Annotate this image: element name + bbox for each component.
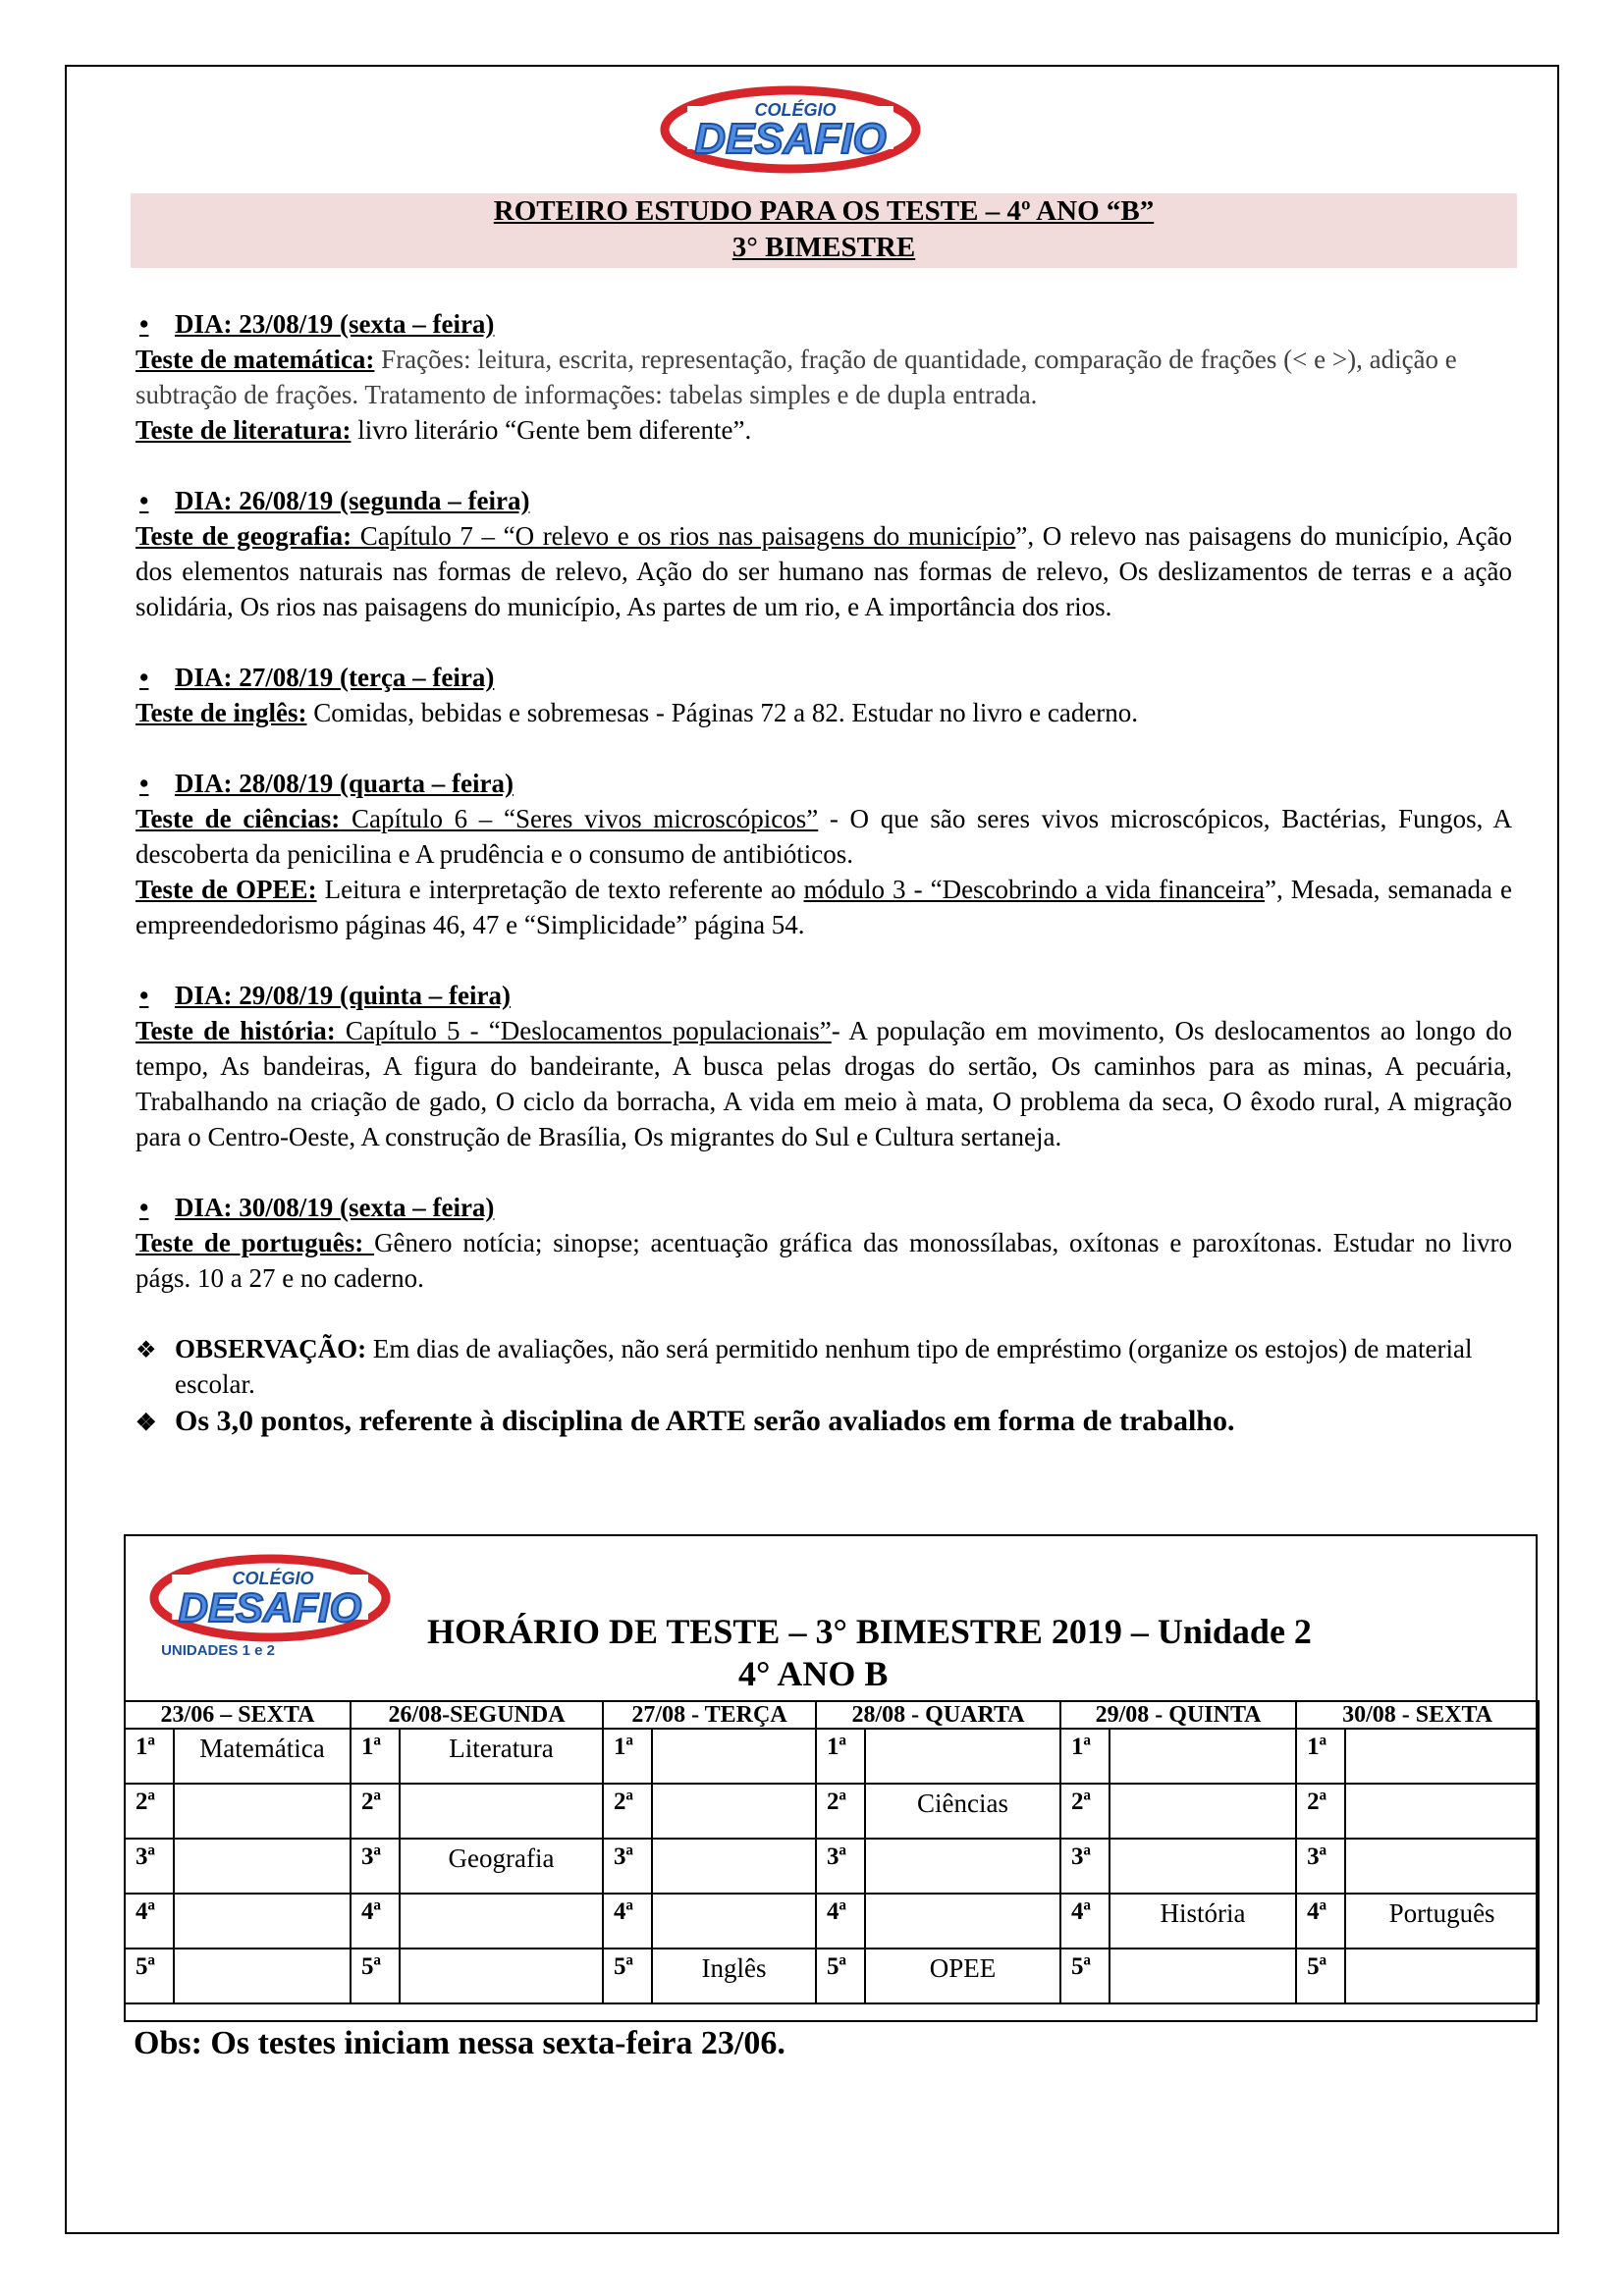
period-ordinal: 3ª	[1296, 1839, 1345, 1894]
subject-cell: Inglês	[652, 1949, 816, 2003]
desafio-logo-icon	[658, 79, 923, 177]
test-item: Teste de geografia: Capítulo 7 – “O relevo e os rios nas paisagens do município”, O relevo nas paisagens do município, Ação dos elementos naturais nas formas de relevo, Ação do ser humano nas formas de relevo, Os deslizamentos de terras e a ação solidária, Os rios nas paisagens do município, As partes de um rio, e A importância dos rios.	[135, 521, 1512, 621]
bullet-icon: •	[139, 486, 149, 515]
bullet-icon: •	[139, 769, 149, 798]
subject-cell	[174, 1839, 351, 1894]
test-item: Teste de literatura: livro literário “Gente bem diferente”.	[135, 415, 752, 445]
column-header: 23/06 – SEXTA	[125, 1701, 351, 1729]
subject-cell	[652, 1729, 816, 1784]
day-heading: • DIA: 26/08/19 (segunda – feira)	[135, 483, 1512, 518]
schedule-row	[125, 1949, 1539, 2003]
test-item: Teste de ciências: Capítulo 6 – “Seres vivos microscópicos” - O que são seres vivos microscópicos, Bactérias, Fungos, A descoberta da penicilina e A prudência e o consumo de antibióticos.	[135, 804, 1513, 869]
period-ordinal: 3ª	[351, 1839, 400, 1894]
period-ordinal: 5ª	[1296, 1949, 1345, 2003]
day-heading: • DIA: 28/08/19 (quarta – feira)	[135, 766, 1512, 801]
subject-cell	[1345, 1949, 1539, 2003]
logo-units-text: UNIDADES 1 e 2	[161, 1642, 275, 1659]
day-block	[135, 483, 1512, 624]
subject-cell: OPEE	[865, 1949, 1060, 2003]
schedule-subtitle: 4° ANO B	[738, 1654, 889, 1693]
period-ordinal: 5ª	[1060, 1949, 1110, 2003]
subject-cell	[1345, 1839, 1539, 1894]
period-ordinal: 1ª	[816, 1729, 865, 1784]
period-ordinal: 1ª	[1060, 1729, 1110, 1784]
title-band	[131, 193, 1517, 268]
period-ordinal: 3ª	[603, 1839, 652, 1894]
period-ordinal: 2ª	[816, 1784, 865, 1839]
subject-cell	[1110, 1949, 1296, 2003]
schedule-row	[125, 1894, 1539, 1949]
school-logo-units	[147, 1549, 393, 1667]
period-ordinal: 3ª	[1060, 1839, 1110, 1894]
schedule-row	[125, 1839, 1539, 1894]
subject-cell	[400, 1784, 603, 1839]
period-ordinal: 4ª	[603, 1894, 652, 1949]
school-logo	[658, 79, 923, 177]
test-item: Teste de matemática: Frações: leitura, escrita, representação, fração de quantidade, comparação de frações (< e >), adição e subtração de frações. Tratamento de informações: tabelas simples e de dupla entrada.	[135, 345, 1457, 409]
logo-top-text: COLÉGIO	[232, 1569, 314, 1588]
day-heading: • DIA: 27/08/19 (terça – feira)	[135, 660, 1512, 695]
day-heading: • DIA: 23/08/19 (sexta – feira)	[135, 306, 1512, 342]
period-ordinal: 2ª	[1296, 1784, 1345, 1839]
schedule-title: HORÁRIO DE TESTE – 3° BIMESTRE 2019 – Unidade 2	[427, 1612, 1312, 1651]
diamond-bullet-icon: ❖	[135, 1411, 157, 1436]
period-ordinal: 2ª	[125, 1784, 174, 1839]
schedule-table	[124, 1700, 1540, 2004]
period-ordinal: 2ª	[1060, 1784, 1110, 1839]
diamond-bullet-icon: ❖	[135, 1338, 157, 1363]
day-heading: • DIA: 30/08/19 (sexta – feira)	[135, 1190, 1512, 1225]
page-title: ROTEIRO ESTUDO PARA OS TESTE – 4º ANO “B”	[493, 195, 1155, 227]
period-ordinal: 1ª	[125, 1729, 174, 1784]
subject-cell	[400, 1894, 603, 1949]
day-block	[135, 660, 1512, 730]
subject-cell	[865, 1839, 1060, 1894]
bullet-icon: •	[139, 309, 149, 339]
day-block	[135, 766, 1512, 942]
page-subtitle: 3° BIMESTRE	[731, 232, 916, 263]
period-ordinal: 1ª	[603, 1729, 652, 1784]
period-ordinal: 2ª	[603, 1784, 652, 1839]
period-ordinal: 5ª	[816, 1949, 865, 2003]
subject-cell: Matemática	[174, 1729, 351, 1784]
subject-cell: Ciências	[865, 1784, 1060, 1839]
period-ordinal: 4ª	[125, 1894, 174, 1949]
period-ordinal: 3ª	[816, 1839, 865, 1894]
bullet-icon: •	[139, 981, 149, 1010]
schedule-note: Obs: Os testes iniciam nessa sexta-feira 23/06.	[134, 2025, 785, 2061]
period-ordinal: 5ª	[351, 1949, 400, 2003]
subject-cell	[1345, 1729, 1539, 1784]
test-item: Teste de OPEE: Leitura e interpretação de texto referente ao módulo 3 - “Descobrindo a vida financeira”, Mesada, semanada e empreendedorismo páginas 46, 47 e “Simplicidade” página 54.	[135, 875, 1512, 939]
column-header: 27/08 - TERÇA	[603, 1701, 816, 1729]
subject-cell	[1110, 1839, 1296, 1894]
observation	[135, 1331, 1512, 1441]
period-ordinal: 5ª	[125, 1949, 174, 2003]
subject-cell	[400, 1949, 603, 2003]
subject-cell	[652, 1784, 816, 1839]
study-guide	[135, 306, 1512, 1441]
subject-cell: Geografia	[400, 1839, 603, 1894]
column-header: 30/08 - SEXTA	[1296, 1701, 1539, 1729]
day-block	[135, 306, 1512, 448]
subject-cell	[1110, 1784, 1296, 1839]
subject-cell: História	[1110, 1894, 1296, 1949]
schedule-row	[125, 1729, 1539, 1784]
period-ordinal: 2ª	[351, 1784, 400, 1839]
period-ordinal: 1ª	[1296, 1729, 1345, 1784]
subject-cell	[1345, 1784, 1539, 1839]
column-header: 28/08 - QUARTA	[816, 1701, 1060, 1729]
subject-cell	[652, 1894, 816, 1949]
subject-cell	[865, 1729, 1060, 1784]
logo-main-text: DESAFIO	[694, 115, 887, 163]
subject-cell: Literatura	[400, 1729, 603, 1784]
period-ordinal: 4ª	[1296, 1894, 1345, 1949]
schedule-header-row	[125, 1701, 1539, 1729]
column-header: 26/08-SEGUNDA	[351, 1701, 603, 1729]
day-block	[135, 978, 1512, 1154]
subject-cell	[174, 1894, 351, 1949]
day-block	[135, 1190, 1512, 1296]
arte-note: ❖ Os 3,0 pontos, referente à disciplina de ARTE serão avaliados em forma de trabalho.	[135, 1404, 1512, 1441]
period-ordinal: 5ª	[603, 1949, 652, 2003]
observation-note: ❖ OBSERVAÇÃO: Em dias de avaliações, não será permitido nenhum tipo de empréstimo (organize os estojos) de material escolar.	[135, 1334, 1473, 1399]
desafio-logo-icon	[147, 1549, 393, 1667]
subject-cell	[652, 1839, 816, 1894]
subject-cell: Português	[1345, 1894, 1539, 1949]
test-item: Teste de português: Gênero notícia; sinopse; acentuação gráfica das monossílabas, oxítonas e paroxítonas. Estudar no livro págs. 10 a 27 e no caderno.	[135, 1228, 1512, 1293]
bullet-icon: •	[139, 663, 149, 692]
column-header: 29/08 - QUINTA	[1060, 1701, 1296, 1729]
subject-cell	[1110, 1729, 1296, 1784]
period-ordinal: 4ª	[351, 1894, 400, 1949]
period-ordinal: 3ª	[125, 1839, 174, 1894]
test-item: Teste de inglês: Comidas, bebidas e sobremesas - Páginas 72 a 82. Estudar no livro e caderno.	[135, 698, 1139, 727]
bullet-icon: •	[139, 1193, 149, 1222]
subject-cell	[174, 1784, 351, 1839]
period-ordinal: 4ª	[816, 1894, 865, 1949]
period-ordinal: 4ª	[1060, 1894, 1110, 1949]
schedule-row	[125, 1784, 1539, 1839]
day-heading: • DIA: 29/08/19 (quinta – feira)	[135, 978, 1512, 1013]
logo-main-text: DESAFIO	[178, 1584, 362, 1630]
subject-cell	[865, 1894, 1060, 1949]
period-ordinal: 1ª	[351, 1729, 400, 1784]
logo-top-text: COLÉGIO	[754, 100, 837, 120]
test-item: Teste de história: Capítulo 5 - “Deslocamentos populacionais”- A população em movimento, Os deslocamentos ao longo do tempo, As bandeiras, A figura do bandeirante, A busca pelas drogas do sertão, Os caminhos para as minas, A pecuária, Trabalhando na criação de gado, O ciclo da borracha, A vida em meio à mata, O problema da seca, O êxodo rural, A migração para o Centro-Oeste, A construção de Brasília, Os migrantes do Sul e Cultura sertaneja.	[135, 1016, 1513, 1151]
subject-cell	[174, 1949, 351, 2003]
